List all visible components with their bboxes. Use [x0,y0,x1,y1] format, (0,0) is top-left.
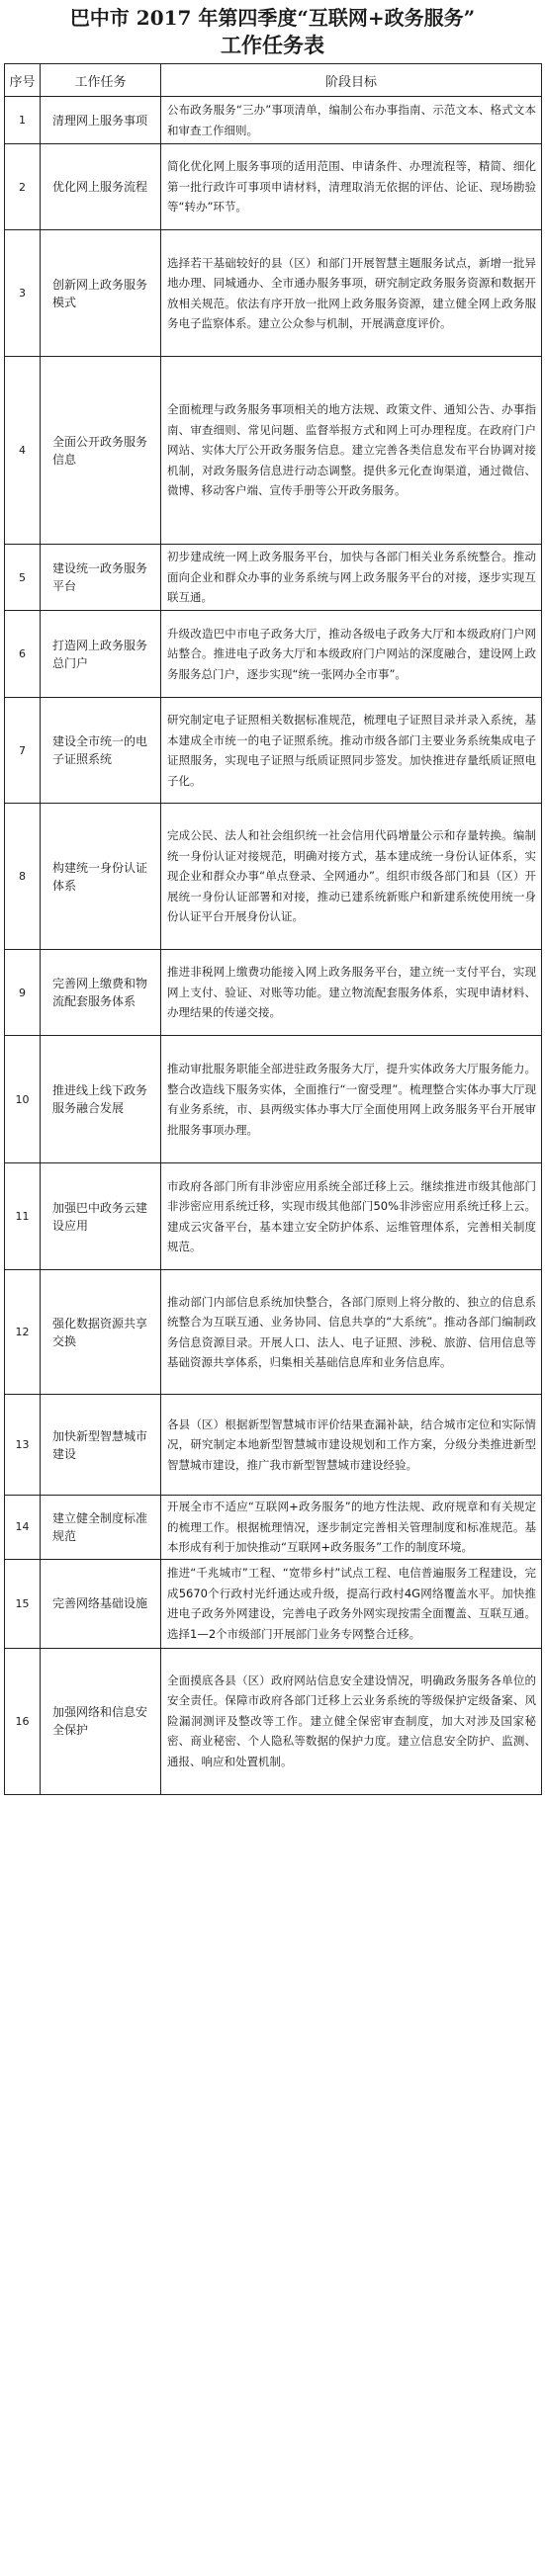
table-row [5,1163,542,1270]
row-number: 1 [5,97,41,144]
row-number: 10 [5,1036,41,1163]
row-task: 建设统一政务服务平台 [41,545,161,611]
row-task: 创新网上政务服务模式 [41,230,161,357]
row-goal: 初步建成统一网上政务服务平台，加快与各部门相关业务系统整合。推动面向企业和群众办事的业务系统与网上政务服务平台的对接，逐步实现互联互通。 [161,545,542,611]
row-goal: 全面摸底各县（区）政府网站信息安全建设情况，明确政务服务各单位的安全责任。保障市政府各部门迁移上云业务系统的等级保护定级备案、风险漏洞测评及整改等工作。建立健全保密审查制度，加大对涉及国家秘密、商业秘密、个人隐私等数据的保护力度。建立信息安全防护、监测、通报、响应和处置机制。 [161,1648,542,1794]
row-goal: 选择若干基础较好的县（区）和部门开展智慧主题服务试点，新增一批异地办理、同城通办、全市通办服务事项，研究制定政务服务资源和数据开放相关规范。依法有序开放一批网上政务服务资源，建立健全网上政务服务电子监察体系。建立公众参与机制，开展满意度评价。 [161,230,542,357]
row-number: 9 [5,950,41,1036]
table-row [5,1648,542,1794]
table-row [5,545,542,611]
row-goal: 研究制定电子证照相关数据标准规范，梳理电子证照目录并录入系统，基本建成全市统一的电子证照系统。推动市级各部门主要业务系统集成电子证照服务，实现电子证照与纸质证照同步签发。加快推进存量纸质证照电子化。 [161,698,542,804]
table-row [5,1559,542,1648]
table-body [5,97,542,1795]
row-task: 强化数据资源共享交换 [41,1270,161,1395]
table-row [5,357,542,545]
row-task: 建立健全制度标准规范 [41,1496,161,1560]
row-number: 4 [5,357,41,545]
header-task: 工作任务 [41,64,161,97]
row-task: 建设全市统一的电子证照系统 [41,698,161,804]
row-number: 8 [5,804,41,950]
title-line-1: 巴中市 2017 年第四季度“互联网+政务服务” [69,6,476,30]
row-task: 加快新型智慧城市建设 [41,1395,161,1496]
table-row [5,698,542,804]
table-row [5,950,542,1036]
row-task: 加强巴中政务云建设应用 [41,1163,161,1270]
row-number: 6 [5,611,41,698]
table-row [5,144,542,230]
row-number: 11 [5,1163,41,1270]
row-task: 优化网上服务流程 [41,144,161,230]
row-task: 推进线上线下政务服务融合发展 [41,1036,161,1163]
row-goal: 公布政务服务“三办”事项清单，编制公布办事指南、示范文本、格式文本和审查工作细则。 [161,97,542,144]
table-row [5,611,542,698]
row-number: 5 [5,545,41,611]
row-goal: 市政府各部门所有非涉密应用系统全部迁移上云。继续推进市级其他部门非涉密应用系统迁移，实现市级其他部门50%非涉密应用系统迁移上云。建成云灾备平台，基本建立安全防护体系、运维管理体系，完善相关制度规范。 [161,1163,542,1270]
row-number: 16 [5,1648,41,1794]
row-task: 打造网上政务服务总门户 [41,611,161,698]
header-no: 序号 [5,64,41,97]
row-goal: 升级改造巴中市电子政务大厅，推动各级电子政务大厅和本级政府门户网站整合。推进电子政务大厅和本级政府门户网站的深度融合，建设网上政务服务总门户，逐步实现“统一张网办全市事”。 [161,611,542,698]
row-goal: 开展全市不适应“互联网+政务服务”的地方性法规、政府规章和有关规定的梳理工作。根据梳理情况，逐步制定完善相关管理制度和标准规范。基本形成有利于加快推动“互联网+政务服务”工作的制度环境。 [161,1496,542,1560]
table-row [5,97,542,144]
header-goal: 阶段目标 [161,64,542,97]
row-task: 加强网络和信息安全保护 [41,1648,161,1794]
row-goal: 推动审批服务职能全部进驻政务服务大厅，提升实体政务大厅服务能力。整合改造线下服务实体，全面推行“一窗受理”。梳理整合实体办事大厅现有业务系统，市、县两级实体办事大厅全面使用网上政务服务平台开展审批服务事项办理。 [161,1036,542,1163]
row-task: 清理网上服务事项 [41,97,161,144]
row-goal: 简化优化网上服务事项的适用范围、申请条件、办理流程等，精简、细化第一批行政许可事项申请材料，清理取消无依据的评估、论证、现场勘验等“转办”环节。 [161,144,542,230]
row-goal: 完成公民、法人和社会组织统一社会信用代码增量公示和存量转换。编制统一身份认证对接规范，明确对接方式，基本建成统一身份认证体系，实现企业和群众办事“单点登录、全网通办”。组织市级各部门和县（区）开展统一身份认证部署和对接，推动已建系统新账户和新建系统使用统一身份认证平台开展身份认证。 [161,804,542,950]
row-goal: 推动部门内部信息系统加快整合，各部门原则上将分散的、独立的信息系统整合为互联互通、业务协同、信息共享的“大系统”。推动各部门编制政务信息资源目录。开展人口、法人、电子证照、涉税、旅游、信用信息等基础资源共享体系，归集相关基础信息库和业务信息库。 [161,1270,542,1395]
row-task: 完善网上缴费和物流配套服务体系 [41,950,161,1036]
row-task: 构建统一身份认证体系 [41,804,161,950]
row-goal: 各县（区）根据新型智慧城市评价结果查漏补缺，结合城市定位和实际情况，研究制定本地新型智慧城市建设规划和工作方案，分级分类推进新型智慧城市建设，推广我市新型智慧城市建设经验。 [161,1395,542,1496]
row-number: 2 [5,144,41,230]
row-number: 15 [5,1559,41,1648]
table-row [5,1496,542,1560]
task-table [4,63,542,1795]
row-number: 12 [5,1270,41,1395]
row-number: 13 [5,1395,41,1496]
row-task: 全面公开政务服务信息 [41,357,161,545]
row-goal: 推进非税网上缴费功能接入网上政务服务平台，建立统一支付平台，实现网上支付、验证、对账等功能。建立物流配套服务体系，实现申请材料、办理结果的传递交接。 [161,950,542,1036]
row-number: 14 [5,1496,41,1560]
row-goal: 全面梳理与政务服务事项相关的地方法规、政策文件、通知公告、办事指南、审查细则、常见问题、监督举报方式和网上可办理程度。在政府门户网站、实体大厅公开政务服务信息。建立完善各类信息发布平台协调对接机制，对政务服务信息进行动态调整。提供多元化查询渠道，通过微信、微博、移动客户端、宣传手册等公开政务服务。 [161,357,542,545]
table-row [5,1395,542,1496]
table-row [5,1270,542,1395]
table-header-row [5,64,542,97]
row-number: 7 [5,698,41,804]
title-line-2: 工作任务表 [221,33,324,57]
table-row [5,230,542,357]
row-number: 3 [5,230,41,357]
row-task: 完善网络基础设施 [41,1559,161,1648]
row-goal: 推进“千兆城市”工程、“宽带乡村”试点工程、电信普遍服务工程建设，完成5670个行政村光纤通达或升级，提高行政村4G网络覆盖水平。加快推进电子政务外网建设，完善电子政务外网实现按需全面覆盖、互联互通。选择1—2个市级部门开展部门业务专网整合迁移。 [161,1559,542,1648]
table-row [5,1036,542,1163]
table-row [5,804,542,950]
